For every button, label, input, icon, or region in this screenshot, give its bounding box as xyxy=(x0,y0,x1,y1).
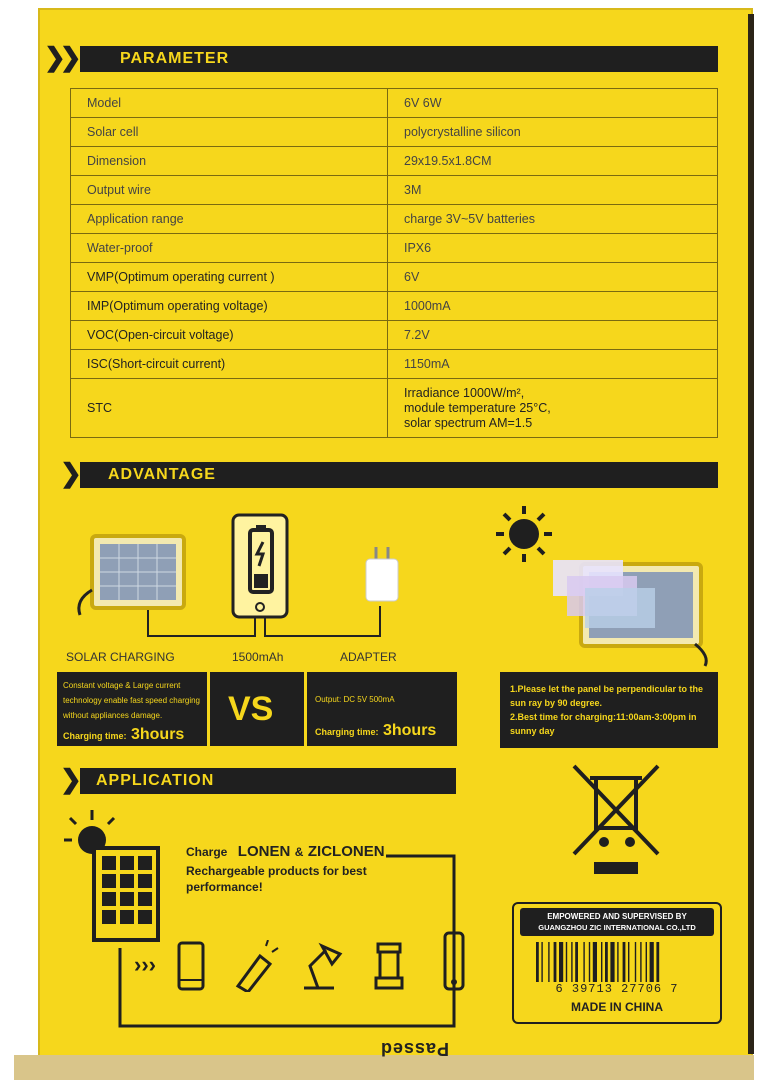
charging-tips-box xyxy=(500,672,718,748)
battery-tube-icon xyxy=(442,930,466,992)
vs-box xyxy=(210,672,304,746)
barcode-bar xyxy=(575,942,578,982)
label-header xyxy=(520,908,714,936)
param-label: Water-proof xyxy=(71,234,388,263)
adapter-output: Output: DC 5V 500mA xyxy=(315,695,395,704)
brand-ziclonen: ZICLONEN xyxy=(307,843,385,860)
param-value: 6V 6W xyxy=(388,89,718,118)
label-line-1: EMPOWERED AND SUPERVISED BY xyxy=(547,912,687,921)
phone-icon xyxy=(176,940,206,992)
param-value: 6V xyxy=(388,263,718,292)
adapter-time-label: Charging time: xyxy=(315,727,379,737)
barcode-bar xyxy=(650,942,654,982)
barcode-bar xyxy=(610,942,614,982)
param-value: 1150mA xyxy=(388,350,718,379)
brand-lonen: LONEN xyxy=(237,843,291,860)
stc-line-2: module temperature 25°C, xyxy=(404,400,551,415)
adapter-time-value: 3hours xyxy=(382,722,437,739)
table-row xyxy=(71,147,718,176)
table-row xyxy=(71,350,718,379)
barcode-bar xyxy=(571,942,572,982)
chevron-icon: ❯ xyxy=(60,764,76,794)
barcode-bar xyxy=(656,942,659,982)
table-row xyxy=(71,176,718,205)
application-line-2: Rechargeable products for best xyxy=(186,864,367,878)
desk-lamp-icon xyxy=(298,940,348,992)
solar-charging-label: SOLAR CHARGING xyxy=(66,650,175,664)
adapter-label: ADAPTER xyxy=(340,650,397,664)
table-row xyxy=(71,118,718,147)
info-line-2: technology enable fast speed charging xyxy=(63,696,200,705)
application-title: APPLICATION xyxy=(96,772,215,789)
adapter-icon xyxy=(362,545,402,605)
chevron-icon: ❯ xyxy=(60,458,76,488)
flashlight-icon xyxy=(232,940,280,992)
application-header xyxy=(60,764,456,794)
param-label: ISC(Short-circuit current) xyxy=(71,350,388,379)
barcode-bar xyxy=(623,942,626,982)
charge-word: Charge xyxy=(186,845,228,859)
param-value: 1000mA xyxy=(388,292,718,321)
info-line-3: without appliances damage. xyxy=(63,711,163,720)
tip-line-3: 2.Best time for charging:11:00am-3:00pm in xyxy=(510,712,697,722)
barcode-bar xyxy=(605,942,608,982)
sunlit-panel-illustration xyxy=(545,548,715,668)
adapter-info-box xyxy=(307,672,457,746)
made-in-label: MADE IN CHINA xyxy=(571,1000,663,1014)
tip-line-2: sun ray by 90 degree. xyxy=(510,698,603,708)
tip-line-1: 1.Please let the panel be perpendicular to the xyxy=(510,684,704,694)
barcode-bar xyxy=(536,942,539,982)
param-label: Model xyxy=(71,89,388,118)
parameter-table xyxy=(70,88,718,438)
lantern-icon xyxy=(372,936,406,992)
barcode-bar xyxy=(548,942,549,982)
charging-time-value: 3hours xyxy=(130,726,185,743)
param-label: Solar cell xyxy=(71,118,388,147)
passed-stamp: Passed xyxy=(380,1039,450,1059)
connection-lines xyxy=(140,600,390,640)
barcode-bar xyxy=(589,942,590,982)
barcode-digits: 6 39713 27706 7 xyxy=(555,982,679,996)
barcode-bar xyxy=(566,942,567,982)
param-label: IMP(Optimum operating voltage) xyxy=(71,292,388,321)
parameter-title: PARAMETER xyxy=(120,50,230,67)
param-value: 29x19.5x1.8CM xyxy=(388,147,718,176)
param-label: Dimension xyxy=(71,147,388,176)
barcode-bar xyxy=(541,942,542,982)
param-value: charge 3V~5V batteries xyxy=(388,205,718,234)
param-value: polycrystalline silicon xyxy=(388,118,718,147)
table-row-stc xyxy=(71,379,718,438)
barcode-bar xyxy=(635,942,636,982)
barcode-bar xyxy=(583,942,584,982)
stc-line-1: Irradiance 1000W/m², xyxy=(404,385,525,400)
info-line-1: Constant voltage & Large current xyxy=(63,681,181,690)
label-line-2: GUANGZHOU ZIC INTERNATIONAL CO.,LTD xyxy=(538,923,696,932)
barcode-bar xyxy=(601,942,602,982)
table-row xyxy=(71,263,718,292)
parameter-header xyxy=(44,42,718,72)
param-label: VOC(Open-circuit voltage) xyxy=(71,321,388,350)
table-row xyxy=(71,234,718,263)
arrow-icon: ››› xyxy=(134,952,156,977)
battery-capacity-label: 1500mAh xyxy=(232,650,284,664)
table-row xyxy=(71,321,718,350)
barcode-bar xyxy=(593,942,597,982)
chevron-icon: ❯❯ xyxy=(44,42,76,72)
recycle-bin-icon xyxy=(570,762,662,882)
barcode xyxy=(536,942,696,986)
stc-line-3: solar spectrum AM=1.5 xyxy=(404,415,533,430)
manufacturer-label xyxy=(512,902,722,1024)
param-label: Output wire xyxy=(71,176,388,205)
table-row xyxy=(71,205,718,234)
barcode-bar xyxy=(640,942,641,982)
table-row xyxy=(71,292,718,321)
param-label: VMP(Optimum operating current ) xyxy=(71,263,388,292)
param-value: 7.2V xyxy=(388,321,718,350)
box-edge xyxy=(748,14,754,1054)
brand-amp: & xyxy=(294,845,304,859)
stc-value xyxy=(388,379,718,438)
barcode-bar xyxy=(559,942,563,982)
param-label: Application range xyxy=(71,205,388,234)
stc-label: STC xyxy=(71,379,388,438)
advantage-title: ADVANTAGE xyxy=(108,466,216,483)
vs-label: VS xyxy=(228,690,274,728)
barcode-bar xyxy=(646,942,647,982)
application-line-3: performance! xyxy=(186,880,263,894)
charging-time-label: Charging time: xyxy=(63,731,127,741)
table-row xyxy=(71,89,718,118)
param-value: IPX6 xyxy=(388,234,718,263)
barcode-bar xyxy=(628,942,629,982)
tip-line-4: sunny day xyxy=(510,726,555,736)
advantage-header xyxy=(60,458,718,488)
barcode-bar xyxy=(554,942,557,982)
barcode-bar xyxy=(617,942,618,982)
solar-charging-info-box xyxy=(57,672,207,746)
param-value: 3M xyxy=(388,176,718,205)
